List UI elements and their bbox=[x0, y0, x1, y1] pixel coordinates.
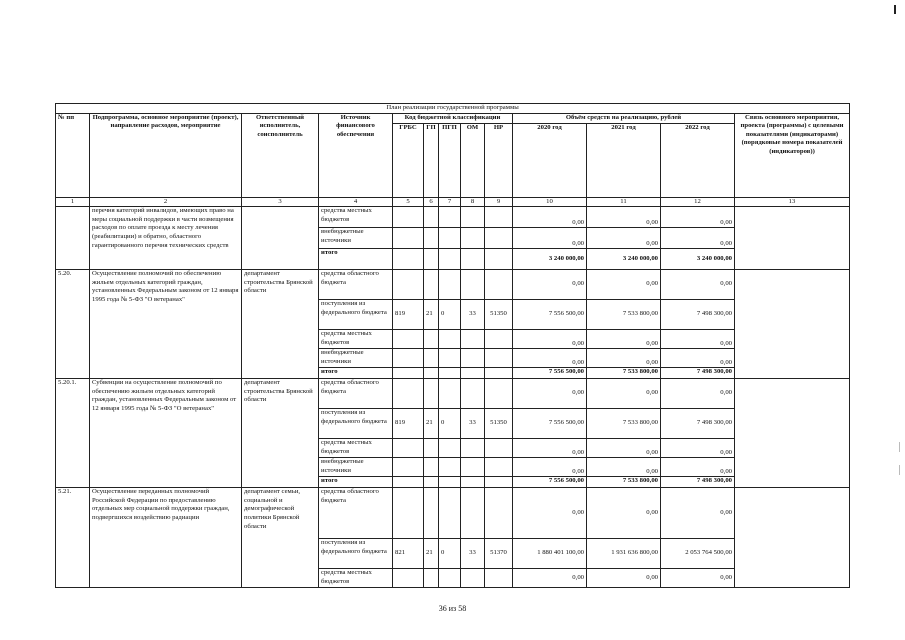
row-executor: департамент семьи, социальной и демографической политики Брянской области bbox=[242, 488, 319, 588]
total-2021: 3 240 000,00 bbox=[587, 249, 661, 270]
header-budget-code: Код бюджетной классификации bbox=[393, 113, 513, 123]
total-2021: 7 533 800,00 bbox=[587, 368, 661, 379]
column-number: 10 bbox=[513, 197, 587, 207]
total-2022: 7 498 300,00 bbox=[661, 368, 735, 379]
row-indicators bbox=[735, 207, 850, 270]
column-number: 4 bbox=[319, 197, 393, 207]
value-2022: 0,00 bbox=[661, 228, 735, 249]
column-number: 3 bbox=[242, 197, 319, 207]
total-2020: 7 556 500,00 bbox=[513, 368, 587, 379]
header-pgp: ПГП bbox=[439, 123, 461, 197]
row-source: средства областного бюджета bbox=[319, 488, 393, 539]
header-executor: Ответственный исполнитель, соисполнитель bbox=[242, 113, 319, 197]
row-source: средства областного бюджета bbox=[319, 379, 393, 409]
value-2021: 0,00 bbox=[587, 439, 661, 458]
column-number: 6 bbox=[424, 197, 439, 207]
total-2022: 7 498 300,00 bbox=[661, 477, 735, 488]
value-2021: 0,00 bbox=[587, 330, 661, 349]
code-gp: 21 bbox=[424, 409, 439, 439]
value-2020: 0,00 bbox=[513, 458, 587, 477]
row-source: поступления из федерального бюджета bbox=[319, 409, 393, 439]
value-2020: 0,00 bbox=[513, 207, 587, 228]
value-2022: 0,00 bbox=[661, 349, 735, 368]
value-2021: 7 533 800,00 bbox=[587, 300, 661, 330]
value-2022: 0,00 bbox=[661, 458, 735, 477]
header-2020: 2020 год bbox=[513, 123, 587, 197]
value-2020: 1 880 401 100,00 bbox=[513, 539, 587, 569]
value-2022: 0,00 bbox=[661, 379, 735, 409]
value-2022: 0,00 bbox=[661, 569, 735, 588]
code-nr: 51350 bbox=[485, 300, 513, 330]
implementation-plan-table bbox=[55, 103, 850, 588]
row-source: средства областного бюджета bbox=[319, 270, 393, 300]
row-indicators bbox=[735, 488, 850, 588]
column-number: 8 bbox=[461, 197, 485, 207]
column-number: 11 bbox=[587, 197, 661, 207]
value-2021: 0,00 bbox=[587, 207, 661, 228]
row-number: 5.20. bbox=[56, 270, 90, 379]
code-pgp: 0 bbox=[439, 539, 461, 569]
code-gp: 21 bbox=[424, 300, 439, 330]
row-source: внебюджетные источники bbox=[319, 228, 393, 249]
row-source: средства местных бюджетов bbox=[319, 569, 393, 588]
column-number: 1 bbox=[56, 197, 90, 207]
row-executor: департамент строительства Брянской области bbox=[242, 379, 319, 488]
value-2020: 0,00 bbox=[513, 349, 587, 368]
row-description: Осуществление переданных полномочий Российской Федерации по предоставлению отдельных мер социальной поддержки граждан, подвергшихся воздействию радиации bbox=[90, 488, 242, 588]
row-source: внебюджетные источники bbox=[319, 349, 393, 368]
column-number: 2 bbox=[90, 197, 242, 207]
value-2020: 0,00 bbox=[513, 228, 587, 249]
code-nr: 51370 bbox=[485, 539, 513, 569]
value-2020: 0,00 bbox=[513, 270, 587, 300]
total-2022: 3 240 000,00 bbox=[661, 249, 735, 270]
header-num: № пп bbox=[56, 113, 90, 197]
value-2022: 7 498 300,00 bbox=[661, 409, 735, 439]
row-indicators bbox=[735, 379, 850, 488]
header-gp: ГП bbox=[424, 123, 439, 197]
row-executor: департамент строительства Брянской области bbox=[242, 270, 319, 379]
code-om: 33 bbox=[461, 539, 485, 569]
value-2022: 0,00 bbox=[661, 488, 735, 539]
value-2020: 7 556 500,00 bbox=[513, 300, 587, 330]
column-number: 7 bbox=[439, 197, 461, 207]
value-2021: 7 533 800,00 bbox=[587, 409, 661, 439]
value-2021: 0,00 bbox=[587, 270, 661, 300]
value-2022: 0,00 bbox=[661, 439, 735, 458]
total-2021: 7 533 800,00 bbox=[587, 477, 661, 488]
value-2021: 0,00 bbox=[587, 349, 661, 368]
edge-mark bbox=[894, 5, 896, 14]
row-source-total: итого bbox=[319, 368, 393, 379]
row-number: 5.21. bbox=[56, 488, 90, 588]
header-link-indicators: Связь основного мероприятия, проекта (программы) с целевыми показателями (индикаторами) (порядковые номера показателей (индикаторов)) bbox=[735, 113, 850, 197]
header-funding: Объём средств на реализацию, рублей bbox=[513, 113, 735, 123]
code-grbs: 821 bbox=[393, 539, 424, 569]
value-2022: 7 498 300,00 bbox=[661, 300, 735, 330]
margin-dash bbox=[899, 442, 900, 452]
code-gp: 21 bbox=[424, 539, 439, 569]
column-number: 5 bbox=[393, 197, 424, 207]
value-2020: 0,00 bbox=[513, 330, 587, 349]
header-2022: 2022 год bbox=[661, 123, 735, 197]
header-grbs: ГРБС bbox=[393, 123, 424, 197]
code-grbs: 819 bbox=[393, 409, 424, 439]
header-nr: НР bbox=[485, 123, 513, 197]
value-2021: 0,00 bbox=[587, 379, 661, 409]
header-subprogram: Подпрограмма, основное мероприятие (проект), направление расходов, мероприятие bbox=[90, 113, 242, 197]
value-2021: 0,00 bbox=[587, 228, 661, 249]
value-2021: 0,00 bbox=[587, 458, 661, 477]
row-number: 5.20.1. bbox=[56, 379, 90, 488]
margin-dash bbox=[899, 465, 900, 475]
code-pgp: 0 bbox=[439, 409, 461, 439]
table-title: План реализации государственной программы bbox=[56, 104, 850, 114]
row-executor bbox=[242, 207, 319, 270]
value-2021: 0,00 bbox=[587, 569, 661, 588]
row-source: поступления из федерального бюджета bbox=[319, 539, 393, 569]
value-2020: 0,00 bbox=[513, 488, 587, 539]
value-2021: 1 931 636 800,00 bbox=[587, 539, 661, 569]
row-description: Субвенции на осуществление полномочий по обеспечению жильем отдельных категорий граждан, установленных Федеральным законом от 12 января 1995 года № 5-ФЗ "О ветеранах" bbox=[90, 379, 242, 488]
value-2022: 0,00 bbox=[661, 207, 735, 228]
value-2022: 0,00 bbox=[661, 270, 735, 300]
row-source: внебюджетные источники bbox=[319, 458, 393, 477]
column-number: 12 bbox=[661, 197, 735, 207]
column-number: 13 bbox=[735, 197, 850, 207]
code-pgp: 0 bbox=[439, 300, 461, 330]
value-2022: 0,00 bbox=[661, 330, 735, 349]
code-grbs: 819 bbox=[393, 300, 424, 330]
value-2022: 2 053 764 500,00 bbox=[661, 539, 735, 569]
row-number bbox=[56, 207, 90, 270]
row-source-total: итого bbox=[319, 477, 393, 488]
value-2020: 7 556 500,00 bbox=[513, 409, 587, 439]
code-nr: 51350 bbox=[485, 409, 513, 439]
code-om: 33 bbox=[461, 409, 485, 439]
header-om: ОМ bbox=[461, 123, 485, 197]
row-source: средства местных бюджетов bbox=[319, 207, 393, 228]
total-2020: 7 556 500,00 bbox=[513, 477, 587, 488]
header-2021: 2021 год bbox=[587, 123, 661, 197]
code-om: 33 bbox=[461, 300, 485, 330]
value-2020: 0,00 bbox=[513, 569, 587, 588]
value-2021: 0,00 bbox=[587, 488, 661, 539]
value-2020: 0,00 bbox=[513, 439, 587, 458]
column-number: 9 bbox=[485, 197, 513, 207]
row-source: средства местных бюджетов bbox=[319, 439, 393, 458]
total-2020: 3 240 000,00 bbox=[513, 249, 587, 270]
page-number: 36 из 58 bbox=[438, 604, 467, 613]
row-source-total: итого bbox=[319, 249, 393, 270]
row-source: средства местных бюджетов bbox=[319, 330, 393, 349]
value-2020: 0,00 bbox=[513, 379, 587, 409]
header-source: Источник финансового обеспечения bbox=[319, 113, 393, 197]
row-description: перечня категорий инвалидов, имеющих право на меры социальной поддержки в части возмещения расходов по оплате проезда к месту лечения (реабилитации) и обратно, областного гарантированного перечня технических средств bbox=[90, 207, 242, 270]
row-description: Осуществление полномочий по обеспечению жильем отдельных категорий граждан, установленных Федеральным законом от 12 января 1995 года № 5-ФЗ "О ветеранах" bbox=[90, 270, 242, 379]
row-indicators bbox=[735, 270, 850, 379]
row-source: поступления из федерального бюджета bbox=[319, 300, 393, 330]
